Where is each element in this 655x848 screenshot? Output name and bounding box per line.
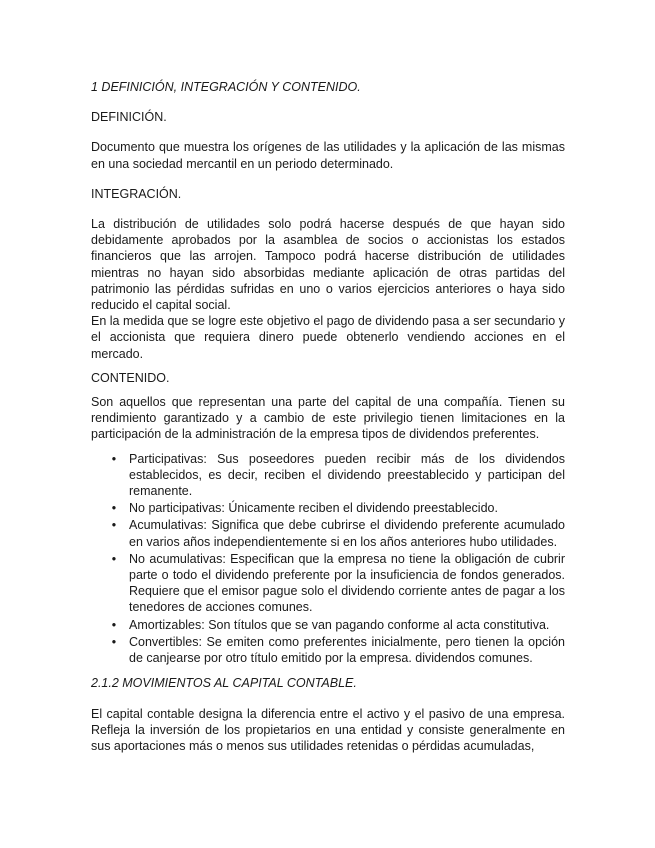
bullet-icon: • [111, 518, 117, 533]
list-item [111, 617, 565, 633]
list-item-text: Convertibles: Se emiten como preferentes inicialmente, pero tienen la opción de canjearse por otro título emitido por la empresa. dividendos comunes. [129, 634, 565, 666]
list-item-text: Amortizables: Son títulos que se van pagando conforme al acta constitutiva. [129, 617, 550, 632]
section-1-title: 1 DEFINICIÓN, INTEGRACIÓN Y CONTENIDO. [91, 80, 361, 94]
integracion-label: INTEGRACIÓN. [91, 186, 182, 201]
bullet-icon: • [111, 551, 117, 566]
list-item-text: Acumulativas: Significa que debe cubrirse el dividendo preferente acumulado en varios años independientemente si en los años anteriores hubo utilidades. [129, 518, 565, 549]
list-item [111, 517, 565, 549]
integracion-paragraph-1: La distribución de utilidades solo podrá hacerse después de que hayan sido debidamente aprobados por la asamblea de socios o accionistas los estados financieros que las arrojen. Tampoco podrá hacerse distribución de utilidades mientras no hayan sido absorbidas mediante aplicación de otras partidas del patrimonio las pérdidas sufridas en uno o varios ejercicios anteriores o haya sido reducido el capital social. [91, 217, 565, 313]
contenido-intro: Son aquellos que representan una parte del capital de una compañía. Tienen su rendimiento garantizado y a cambio de este privilegio tienen limitaciones en la participación de la administración de la empresa tipos de dividendos preferentes. [91, 395, 565, 442]
document-page [91, 79, 565, 754]
list-item-text: No participativas: Únicamente reciben el dividendo preestablecido. [129, 501, 498, 516]
dividend-types-list [91, 451, 565, 667]
list-item-text: Participativas: Sus poseedores pueden recibir más de los dividendos establecidos, es decir, reciben el dividendo preestablecido y participan del remanente. [129, 451, 565, 499]
bullet-icon: • [111, 501, 117, 516]
integracion-paragraph-2: En la medida que se logre este objetivo el pago de dividendo pasa a ser secundario y el accionista que requiera dinero puede obtenerlo vendiendo acciones en el mercado. [91, 314, 565, 361]
list-item [111, 634, 565, 666]
definicion-text: Documento que muestra los orígenes de las utilidades y la aplicación de las mismas en una sociedad mercantil en un periodo determinado. [91, 140, 565, 171]
bullet-icon: • [111, 451, 117, 466]
section-2-1-2-title: 2.1.2 MOVIMIENTOS AL CAPITAL CONTABLE. [91, 676, 357, 691]
bullet-icon: • [111, 634, 117, 649]
definicion-label: DEFINICIÓN. [91, 110, 167, 125]
contenido-label: CONTENIDO. [91, 370, 170, 385]
list-item [111, 500, 565, 516]
list-item-text: No acumulativas: Especifican que la empresa no tiene la obligación de cubrir parte o todo el dividendo preferente por la insuficiencia de fondos generados. Requiere que el emisor pague solo el dividendo corriente antes de pagar a los tenedores de acciones comunes. [129, 551, 565, 615]
list-item [111, 451, 565, 500]
capital-contable-text: El capital contable designa la diferencia entre el activo y el pasivo de una empresa. Refleja la inversión de los propietarios en una entidad y consiste generalmente en sus aportaciones más o menos sus utilidades retenidas o pérdidas acumuladas, [91, 706, 565, 753]
list-item [111, 551, 565, 616]
bullet-icon: • [111, 617, 117, 632]
